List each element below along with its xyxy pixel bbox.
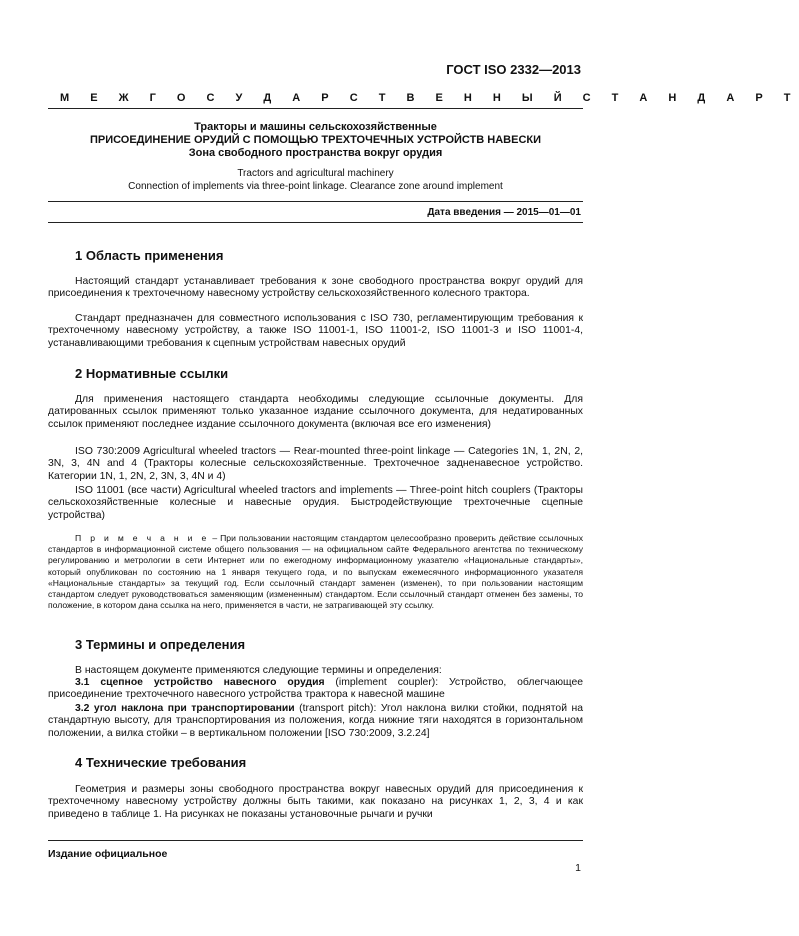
term-3-1-definition: (implement coupler): Устройство, облегчающее присоединение трехточечного навесного устройства трактора к навесной машине	[48, 677, 584, 701]
section2-paragraph1: Для применения настоящего стандарта необходимы следующие ссылочные документы. Для датированных ссылок применяют только указанное издание ссылочного документа, для недатированных ссылок применяют последнее издание ссылочного документа (включая все его изменения)	[48, 394, 583, 430]
title-rule	[48, 201, 583, 202]
title-ru-line3: Зона свободного пространства вокруг орудия	[188, 147, 443, 159]
title-ru-line2: ПРИСОЕДИНЕНИЕ ОРУДИЙ С ПОМОЩЬЮ ТРЕХТОЧЕЧНЫХ УСТРОЙСТВ НАВЕСКИ	[89, 134, 542, 146]
term-3-1	[48, 677, 583, 702]
section1-paragraph2: Стандарт предназначен для совместного использования с ISO 730, регламентирующим требования к трехточечному навесному устройству, а также ISO 11001-1, ISO 11001-2, ISO 11001-3 и ISO 11001-4, устанавливающими требования к сцепным устройствам навесных орудий	[48, 313, 583, 349]
standard-code: ГОСТ ISO 2332—2013	[446, 62, 581, 77]
term-3-2-definition: (transport pitch): Угол наклона вилки стойки, поднятой на стандартную высоту, для транспортирования из положения, когда нижние тяги находятся в горизонтальном положении, а вилка стойки – в вертикальном положении [ISO 730:2009, 3.2.24]	[48, 703, 583, 739]
section4-paragraph1: Геометрия и размеры зоны свободного пространства вокруг навесных орудий для присоединения к трехточечному навесному устройству должны быть такими, как показано на рисунках 1, 2, 3, 4 и как приведено в таблице 1. На рисунках не показаны установочные рычаги и ручки	[48, 784, 583, 820]
title-ru	[48, 121, 583, 160]
header-rule	[48, 108, 583, 109]
section2-iso730-reference: ISO 730:2009 Agricultural wheeled tractors — Rear-mounted three-point linkage — Categories 1N, 1, 2N, 2, 3N, 3, 4N and 4 (Тракторы колесные сельскохозяйственные. Трехточечное задненавесное устройство. Категории 1N, 1, 2N, 2, 3N, 3, 4N и 4)	[48, 446, 583, 482]
section1-paragraph1: Настоящий стандарт устанавливает требования к зоне свободного пространства вокруг орудий для присоединения к трехточечному навесному устройству сельскохозяйственного колесного трактора.	[48, 276, 583, 300]
section3-heading: 3 Термины и определения	[75, 637, 246, 652]
term-3-2	[48, 703, 583, 740]
edition-label: Издание официальное	[48, 848, 168, 860]
term-3-2-name: 3.2 угол наклона при транспортировании	[75, 703, 295, 714]
date-rule	[48, 222, 583, 223]
note-text: – При пользовании настоящим стандартом целесообразно проверить действие ссылочных стандартов в информационной системе общего пользования — на официальном сайте Федерального агентства по техническому регулированию и метрологии в сети Интернет или по ежегодному информационному указателю «Национальные стандарты», который опубликован по состоянию на 1 января текущего года, и по выпускам ежемесячного информационного указателя «Национальные стандарты» за текущий год. Если ссылочный стандарт заменен (изменен), то при пользовании настоящим стандартом следует руководствоваться заменяющим (измененным) стандартом. Если ссылочный стандарт отменен без замены, то положение, в котором дана ссылка на него, применяется в части, не затрагивающей эту ссылку.	[48, 533, 584, 611]
section4-heading: 4 Технические требования	[75, 755, 247, 770]
title-en	[48, 168, 583, 193]
section3-intro: В настоящем документе применяются следующие термины и определения:	[75, 665, 442, 676]
title-ru-line1: Тракторы и машины сельскохозяйственные	[194, 121, 437, 133]
section2-heading: 2 Нормативные ссылки	[75, 366, 229, 381]
term-3-1-name: 3.1 сцепное устройство навесного орудия	[75, 677, 325, 688]
standard-type-banner: М Е Ж Г О С У Д А Р С Т В Е Н Н Ы Й С Т А Н Д А Р Т	[60, 92, 799, 104]
section1-heading: 1 Область применения	[75, 248, 224, 263]
title-en-line1: Tractors and agricultural machinery	[237, 168, 394, 179]
introduction-date: Дата введения — 2015—01—01	[427, 207, 581, 218]
note-label: П р и м е ч а н и е	[75, 533, 210, 543]
footer-rule	[48, 840, 583, 841]
title-en-line2: Connection of implements via three-point linkage. Clearance zone around implement	[128, 180, 503, 192]
section2-note	[48, 533, 583, 611]
section2-iso11001-reference: ISO 11001 (все части) Agricultural wheeled tractors and implements — Three-point hitch couplers (Тракторы сельскохозяйственные колесные и навесные орудия. Быстродействующие трехточечные сцепные устройства)	[48, 485, 583, 521]
page-number: 1	[575, 862, 581, 874]
